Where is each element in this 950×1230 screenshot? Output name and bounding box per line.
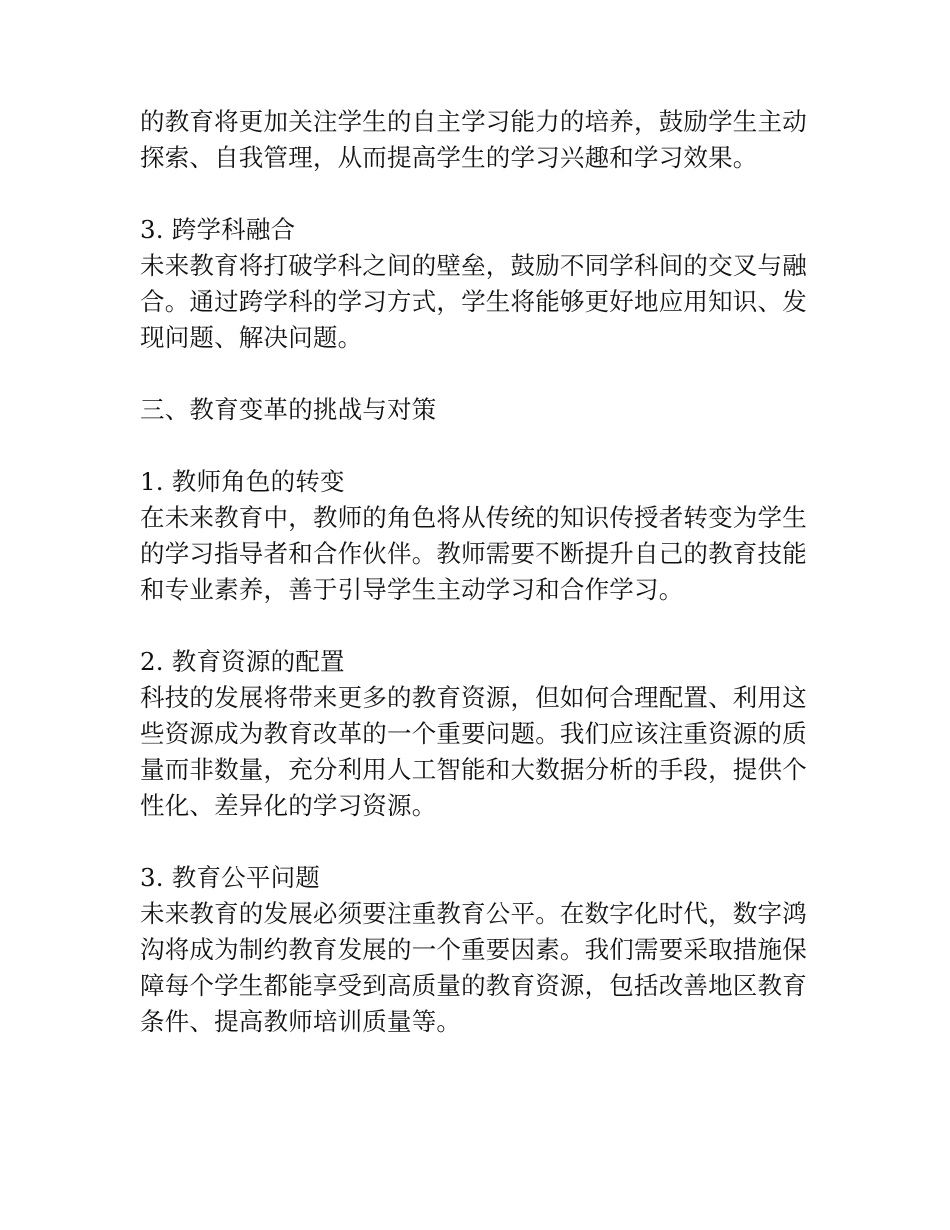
item-heading: 2. 教育资源的配置 <box>140 647 345 676</box>
section-title: 三、教育变革的挑战与对策 <box>140 395 437 424</box>
item-heading: 3. 跨学科融合 <box>140 215 296 244</box>
item-body: 科技的发展将带来更多的教育资源，但如何合理配置、利用这些资源成为教育改革的一个重要问题。我们应该注重资源的质量而非数量，充分利用人工智能和大数据分析的手段，提供个性化、差异化的学习资源。 <box>140 683 807 820</box>
section-item-interdisciplinary <box>140 212 812 356</box>
item-body: 未来教育的发展必须要注重教育公平。在数字化时代，数字鸿沟将成为制约教育发展的一个重要因素。我们需要采取措施保障每个学生都能享受到高质量的教育资源，包括改善地区教育条件、提高教师培训质量等。 <box>140 899 807 1036</box>
section-item-teacher-role <box>140 464 812 608</box>
section-item-education-equity <box>140 860 812 1040</box>
section-item-resource-allocation <box>140 644 812 824</box>
intro-paragraph: 的教育将更加关注学生的自主学习能力的培养，鼓励学生主动探索、自我管理，从而提高学生的学习兴趣和学习效果。 <box>140 107 807 172</box>
item-heading: 1. 教师角色的转变 <box>140 467 345 496</box>
item-body: 在未来教育中，教师的角色将从传统的知识传授者转变为学生的学习指导者和合作伙伴。教师需要不断提升自己的教育技能和专业素养，善于引导学生主动学习和合作学习。 <box>140 503 807 604</box>
item-body: 未来教育将打破学科之间的壁垒，鼓励不同学科间的交叉与融合。通过跨学科的学习方式，学生将能够更好地应用知识、发现问题、解决问题。 <box>140 251 807 352</box>
item-heading: 3. 教育公平问题 <box>140 863 320 892</box>
document-page <box>140 104 812 1076</box>
